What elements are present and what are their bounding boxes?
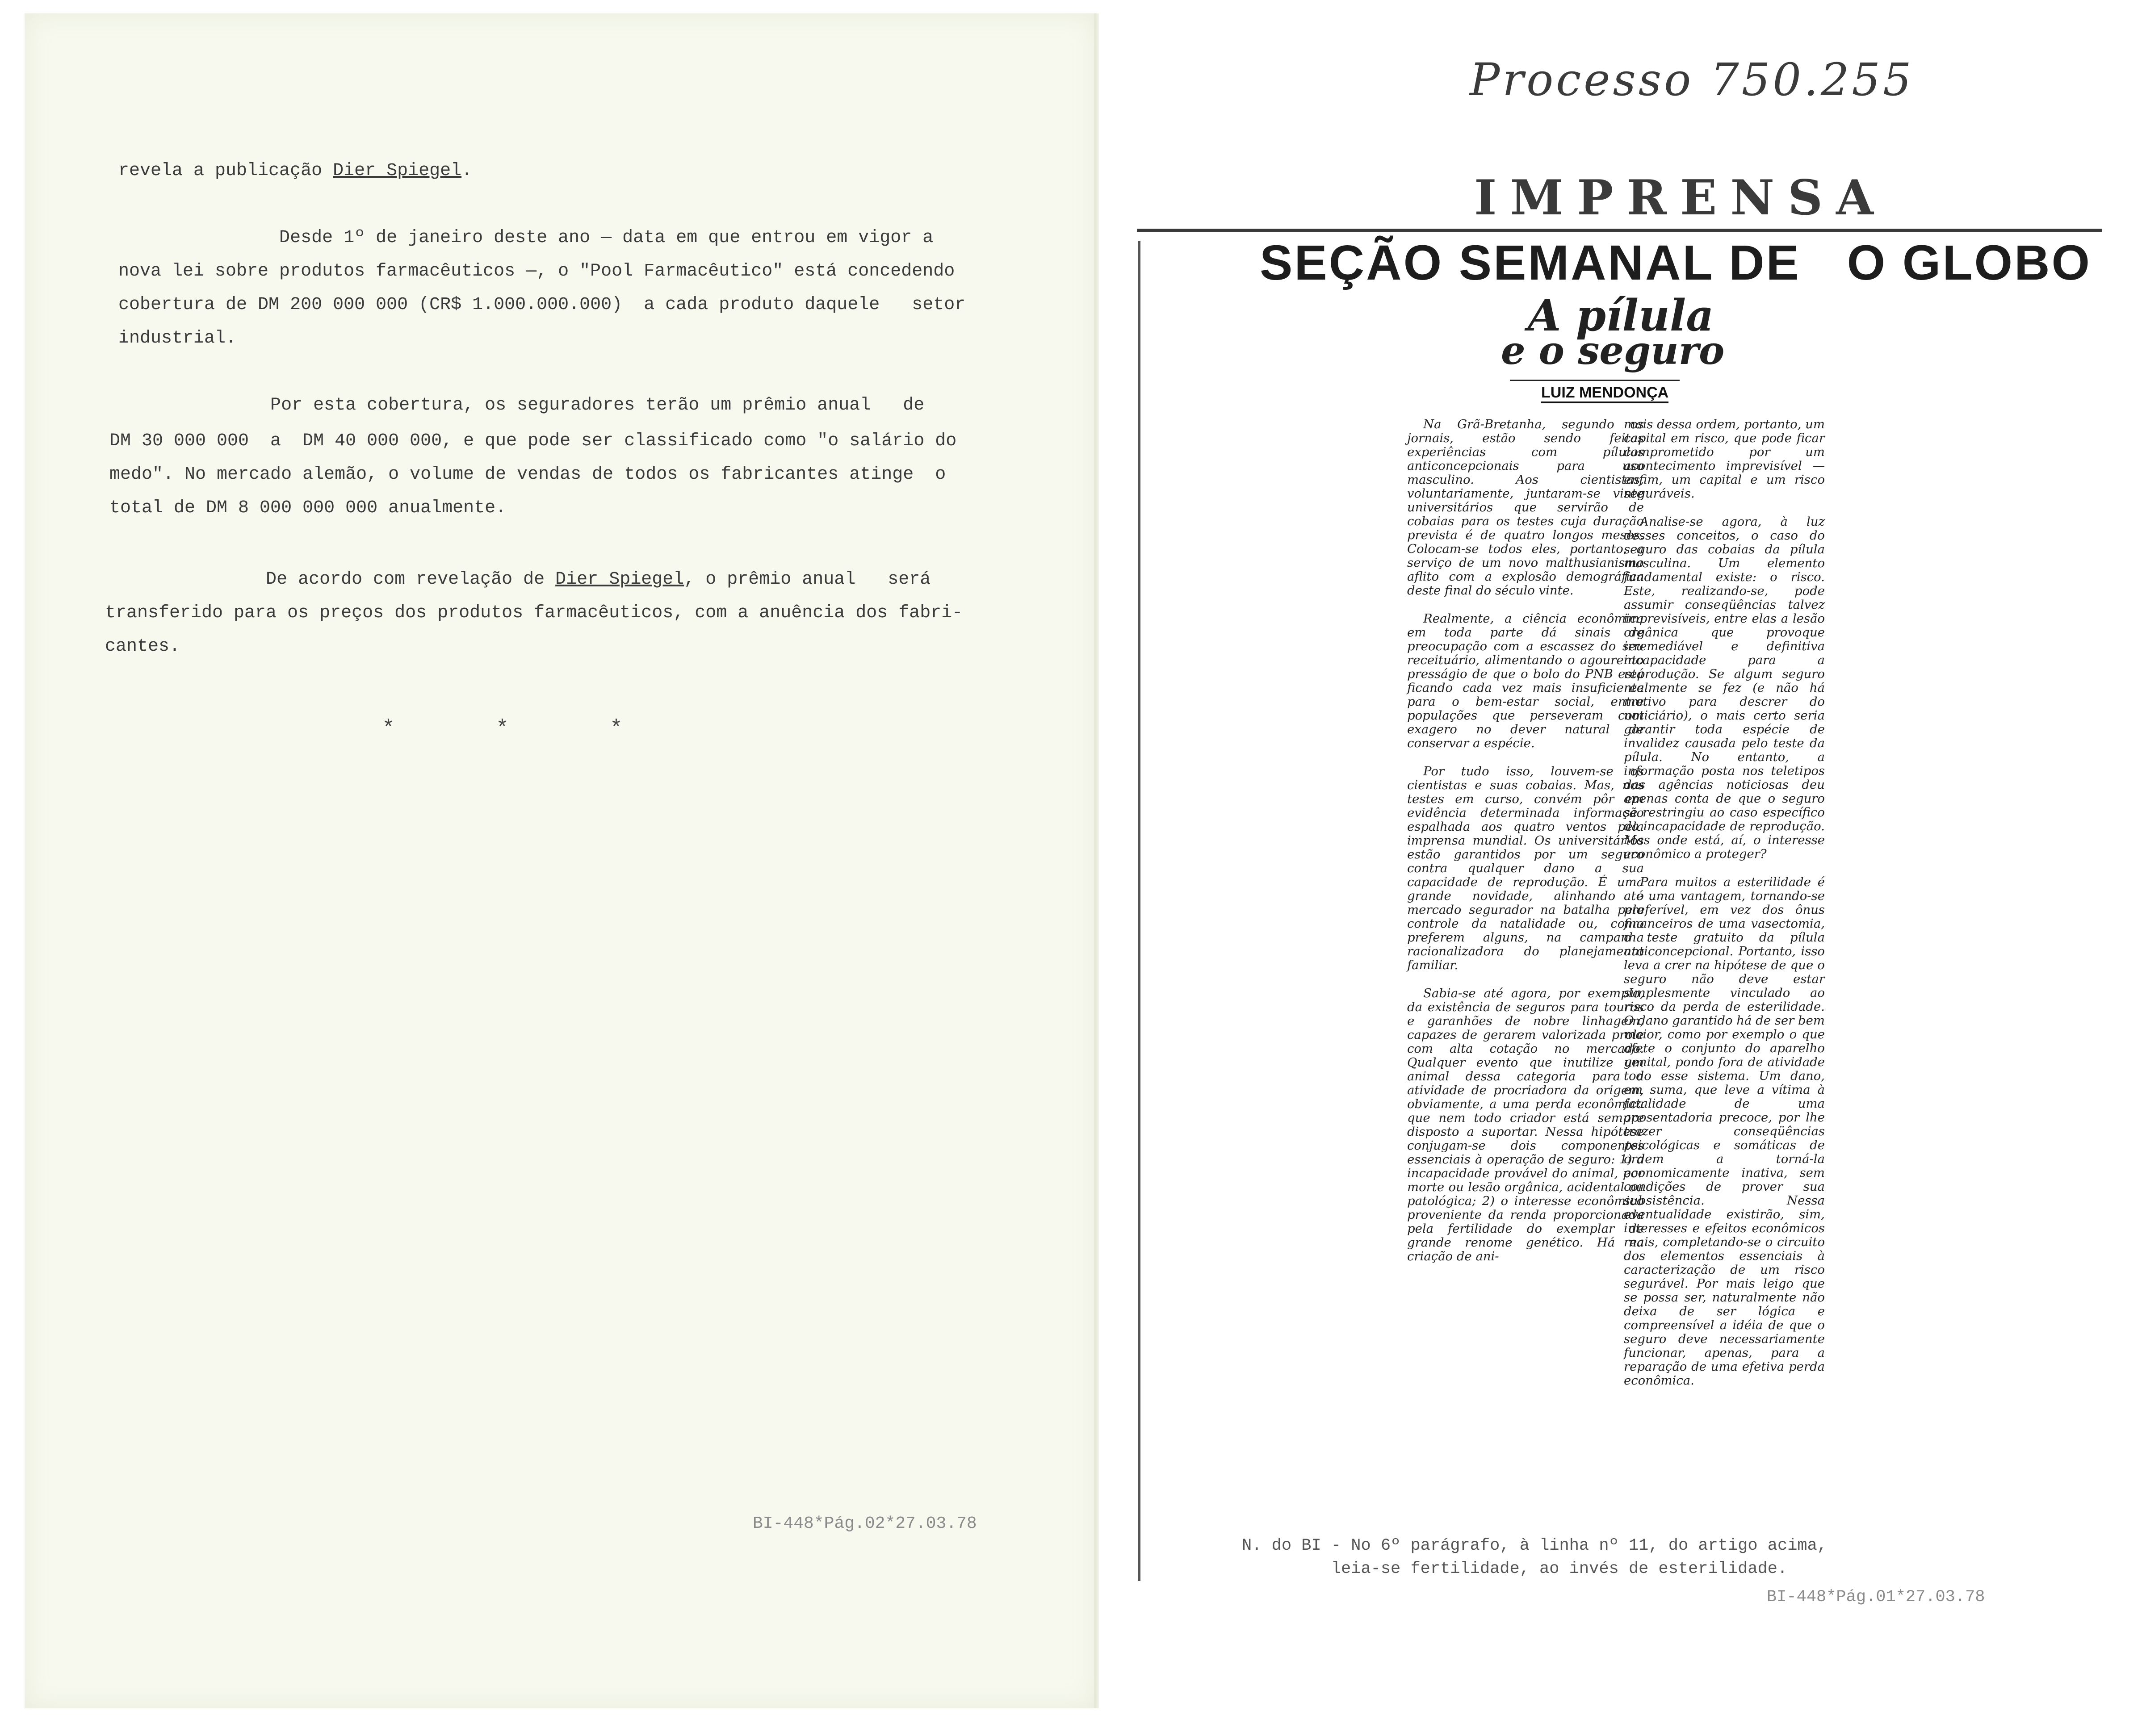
left-page [25, 13, 1097, 1708]
page-stamp: BI-448*Pág.01*27.03.78 [1767, 1588, 1985, 1606]
article-column-1 [1407, 418, 1644, 1278]
note-line: N. do BI - No 6º parágrafo, à linha nº 11, do artigo acima, [1242, 1536, 1827, 1555]
typed-line: Por esta cobertura, os seguradores terão um prêmio anual de [109, 395, 925, 415]
typed-line: nova lei sobre produtos farmacêuticos —, o "Pool Farmacêutico" está concedendo [118, 261, 955, 281]
newspaper-title: SEÇÃO SEMANAL DE O GLOBO [1260, 235, 2092, 290]
author-rule [1510, 380, 1680, 381]
paragraph: Na Grã-Bretanha, segundo os jornais, estão sendo feitas experiências com pílulas anticoncepcionais para uso masculino. Aos cientistas, voluntariamente, juntaram-se vinte universitários que servirão de cobaias para os testes cuja duração prevista é de quatro longos meses. Colocam-se todos eles, portanto, a serviço de um novo malthusianismo aflito com a explosão demográfica deste final do século vinte. [1407, 417, 1644, 598]
star: * [610, 717, 623, 741]
typed-line: DM 30 000 000 a DM 40 000 000, e que pode ser classificado como "o salário do [109, 431, 957, 451]
typed-line: medo". No mercado alemão, o volume de vendas de todos os fabricantes atinge o [109, 464, 946, 485]
clipping-border [1138, 241, 1140, 1581]
header-rule [1137, 229, 2102, 232]
typed-line: transferido para os preços dos produtos farmacêuticos, com a anuência dos fabri- [105, 603, 963, 623]
handwritten-process-number: Processo 750.255 [1470, 54, 1914, 106]
typed-line: Desde 1º de janeiro deste ano — data em que entrou em vigor a [118, 228, 934, 248]
article-author: LUIZ MENDONÇA [1541, 384, 1668, 403]
typed-line: cobertura de DM 200 000 000 (CR$ 1.000.000.000) a cada produto daquele setor [118, 295, 966, 315]
typed-line: De acordo com revelação de Dier Spiegel, o prêmio anual será [105, 569, 931, 590]
paragraph: Realmente, a ciência econômica em toda parte dá sinais de preocupação com a escassez do seu receituário, alimentando o agourento presságio de que o bolo do PNB está ficando cada vez mais insuficiente para o bem-estar social, entre populações que perseveram com exagero no dever natural de conservar a espécie. [1407, 611, 1644, 750]
page-edge [1094, 13, 1099, 1708]
paragraph: Por tudo isso, louvem-se os cientistas e suas cobaias. Mas, nos testes em curso, convém pôr em evidência determinada informação espalhada aos quatro ventos pela imprensa mundial. Os universitários estão garantidos por um seguro contra qualquer dano a sua capacidade de reprodução. É uma grande novidade, alinhando o mercado segurador na batalha pelo controle da natalidade ou, como preferem alguns, na campanha racionalizadora do planejamento familiar. [1407, 764, 1644, 972]
paragraph: mais dessa ordem, portanto, um capital em risco, que pode ficar comprometido por um acontecimento imprevisível — enfim, um capital e um risco seguráveis. [1624, 417, 1825, 501]
article-title-line1: A pílula [1528, 290, 1714, 341]
typed-line: industrial. [118, 328, 237, 348]
article-column-2 [1624, 418, 1825, 1402]
star: * [382, 717, 395, 741]
paragraph: Para muitos a esterilidade é até uma vantagem, tornando-se preferível, em vez dos ônus financeiros de uma vasectomia, o teste gratuito da pílula anticoncepcional. Portanto, isso leva a crer na hipótese de que o seguro não deve estar simplesmente vinculado ao risco da perda de esterilidade. O dano garantido há de ser bem maior, como por exemplo o que afete o conjunto do aparelho genital, pondo fora de atividade todo esse sistema. Um dano, em suma, que leve a vítima à fatalidade de uma aposentadoria precoce, por lhe trazer conseqüências psicológicas e somáticas de ordem a torná-la economicamente inativa, sem condições de prover sua subsistência. Nessa eventualidade existirão, sim, interesses e efeitos econômicos reais, completando-se o circuito dos elementos essenciais à caracterização de um risco segurável. Por mais leigo que se possa ser, naturalmente não deixa de ser lógica e compreensível a idéia de que o seguro deve necessariamente funcionar, apenas, para a reparação de uma efetiva perda econômica. [1624, 875, 1825, 1388]
typed-line: revela a publicação Dier Spiegel. [118, 161, 473, 181]
paragraph: Sabia-se até agora, por exemplo, da existência de seguros para touros e garanhões de nobre linhagem, capazes de gerarem valorizada prole com alta cotação no mercado. Qualquer evento que inutilize um animal dessa categoria para a atividade de procriadora da origem, obviamente, a uma perda econômica que nem todo criador está sempre disposto a suportar. Nessa hipótese conjugam-se dois componentes essenciais à operação de seguro: 1) a incapacidade provável do animal, por morte ou lesão orgânica, acidental ou patológica; 2) o interesse econômico proveniente da renda proporcionada pela fertilidade do exemplar de grande renome genético. Há na criação de ani- [1407, 986, 1644, 1263]
section-header: IMPRENSA [1474, 170, 1887, 226]
page-stamp: BI-448*Pág.02*27.03.78 [753, 1514, 977, 1533]
star: * [496, 717, 509, 741]
note-line: leia-se fertilidade, ao invés de esterilidade. [1242, 1560, 1788, 1578]
typed-line: cantes. [105, 636, 180, 657]
typed-line: total de DM 8 000 000 000 anualmente. [109, 498, 507, 518]
editor-note [1242, 1534, 1827, 1581]
separator-stars [382, 717, 724, 741]
paragraph: Analise-se agora, à luz desses conceitos, o caso do seguro das cobaias da pílula masculina. Um elemento fundamental existe: o risco. Este, realizando-se, pode assumir conseqüências talvez imprevisíveis, entre elas a lesão orgânica que provoque irremediável e definitiva incapacidade para a reprodução. Se algum seguro realmente se fez (e não há motivo para descrer do noticiário), o mais certo seria garantir toda espécie de invalidez causada pelo teste da pílula. No entanto, a informação posta nos teletipos das agências noticiosas deu apenas conta de que o seguro se restringiu ao caso específico da incapacidade de reprodução. Mas onde está, aí, o interesse econômico a proteger? [1624, 515, 1825, 861]
article-title-line2: e o seguro [1501, 328, 1725, 373]
